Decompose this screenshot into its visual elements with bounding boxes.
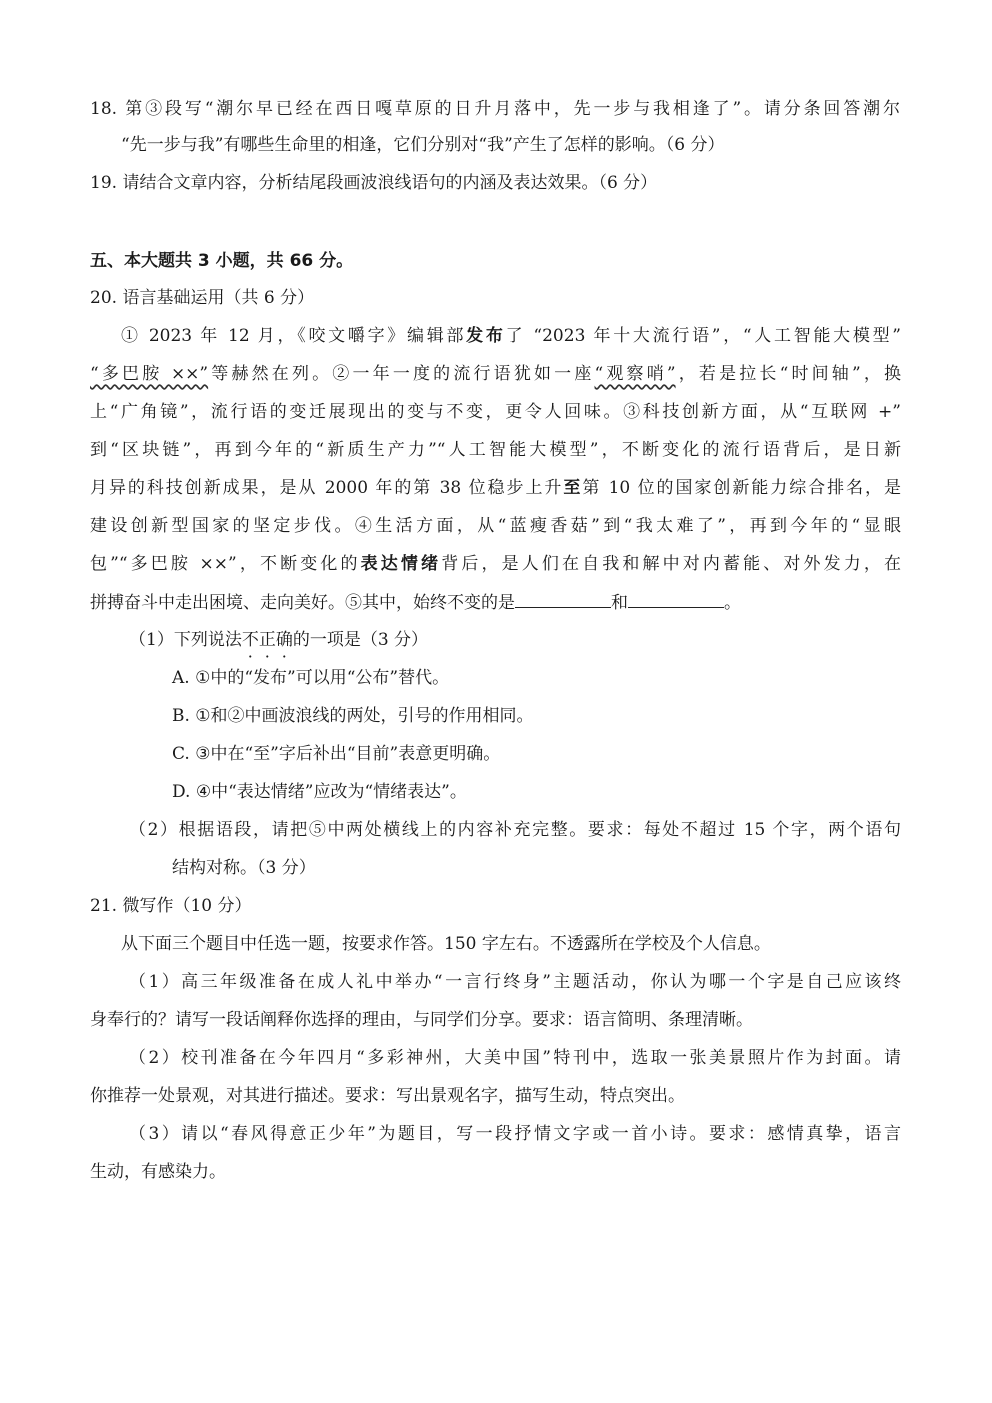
text-span: 了 “2023 年十大流行语”，“人工智能大模型” [505, 326, 901, 346]
q21-topic2-line2: 你推荐一处景观，对其进行描述。要求：写出景观名字，描写生动，特点突出。 [90, 1086, 685, 1106]
bold-word-zhi: 至 [563, 478, 583, 498]
wavy-underline-1: “多巴胺 ××” [90, 364, 209, 384]
bold-word-fabu: 发布 [466, 326, 506, 346]
q21-topic1-line1: （1）高三年级准备在成人礼中举办“一言行终身”主题活动，你认为哪一个字是自己应该终 [129, 972, 901, 992]
q20-title: 20. 语言基础运用（共 6 分） [90, 288, 315, 308]
q20-para-line2 [90, 361, 901, 387]
q20-para-line3: 上“广角镜”，流行语的变迁展现出的变与不变，更令人回味。③科技创新方面，从“互联网 +” [90, 402, 901, 422]
q21-topic3-line2: 生动，有感染力。 [90, 1162, 226, 1182]
q20-sub2-line1: （2）根据语段，请把⑤中两处横线上的内容补充完整。要求：每处不超过 15 个字，两个语句 [129, 820, 901, 840]
text-span: 包”“多巴胺 ××”，不断变化的 [90, 554, 361, 574]
q18-line2: “先一步与我”有哪些生命里的相逢，它们分别对“我”产生了怎样的影响。（6 分） [121, 135, 725, 155]
text-span: 月异的科技创新成果，是从 2000 年的第 38 位稳步上升 [90, 478, 564, 498]
text-span: 等赫然在列。②一年一度的流行语犹如一座 [208, 364, 595, 384]
option-c: C. ③中在“至”字后补出“目前”表意更明确。 [172, 744, 501, 764]
q20-sub2-line2: 结构对称。（3 分） [172, 858, 316, 878]
q20-para-line8 [90, 589, 741, 616]
q21-topic2-line1: （2）校刊准备在今年四月“多彩神州，大美中国”特刊中，选取一张美景照片作为封面。请 [129, 1048, 901, 1068]
q21-topic3-line1: （3）请以“春风得意正少年”为题目，写一段抒情文字或一首小诗。要求：感情真挚，语言 [129, 1124, 901, 1144]
q20-para-line5 [90, 475, 901, 501]
option-b: B. ①和②中画波浪线的两处，引号的作用相同。 [172, 706, 534, 726]
q19: 19. 请结合文章内容，分析结尾段画波浪线语句的内涵及表达效果。（6 分） [90, 173, 658, 193]
text-span: ，若是拉长“时间轴”，换 [675, 364, 901, 384]
q20-para-line7 [90, 551, 901, 577]
text-span: 的一项是（3 分） [292, 630, 429, 650]
wavy-underline-2: “观察哨” [594, 364, 676, 384]
text-span: 。 [724, 593, 741, 613]
q20-para-line6: 建设创新型国家的坚定步伐。④生活方面，从“蓝瘦香菇”到“我太难了”，再到今年的“显眼 [90, 516, 901, 536]
text-span: 和 [611, 593, 628, 613]
q20-para-line1 [121, 323, 901, 349]
emphasis-buzhengque [242, 630, 293, 650]
text-span: ① 2023 年 12 月，《咬文嚼字》编辑部 [121, 326, 467, 346]
bold-phrase-biaodaqingxu: 表达情绪 [360, 554, 442, 574]
answer-blank-2[interactable] [628, 589, 724, 608]
q20-para-line4: 到“区块链”，再到今年的“新质生产力”“人工智能大模型”，不断变化的流行语背后，是日新 [90, 440, 901, 460]
answer-blank-1[interactable] [515, 589, 611, 608]
text-span: （1）下列说法 [129, 630, 242, 650]
q21-topic1-line2: 身奉行的？请写一段话阐释你选择的理由，与同学们分享。要求：语言简明、条理清晰。 [90, 1010, 753, 1030]
emphasis-char: 确 [275, 630, 293, 650]
q20-sub1 [129, 627, 428, 653]
text-span: 背后，是人们在自我和解中对内蓄能、对外发力，在 [441, 554, 902, 574]
emphasis-char: 正 [258, 630, 276, 650]
section-heading: 五、本大题共 3 小题，共 66 分。 [90, 251, 354, 271]
text-span: 拼搏奋斗中走出困境、走向美好。⑤其中，始终不变的是 [90, 593, 515, 613]
option-a: A. ①中的“发布”可以用“公布”替代。 [172, 668, 450, 688]
q21-title: 21. 微写作（10 分） [90, 896, 252, 916]
q18-line1: 18. 第③段写“潮尔早已经在西日嘎草原的日升月落中，先一步与我相逢了”。请分条回答潮尔 [90, 99, 900, 119]
text-span: 第 10 位的国家创新能力综合排名，是 [582, 478, 901, 498]
option-d: D. ④中“表达情绪”应改为“情绪表达”。 [172, 782, 467, 802]
emphasis-char: 不 [241, 630, 259, 650]
q21-intro: 从下面三个题目中任选一题，按要求作答。150 字左右。不透露所在学校及个人信息。 [121, 934, 771, 954]
